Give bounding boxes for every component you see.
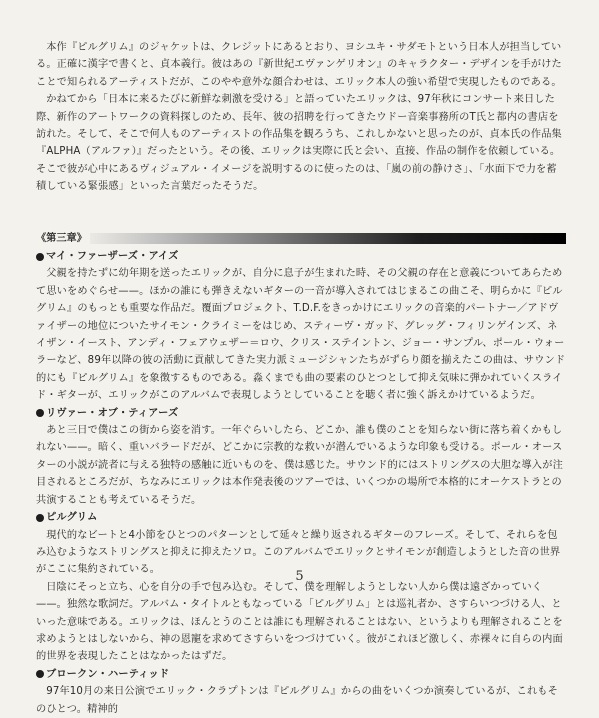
- section-broken-hearted: [36, 666, 566, 718]
- section-heading: [36, 248, 566, 265]
- section-paragraph: 97年10月の来日公演でエリック・クラプトンは『ピルグリム』からの曲をいくつか演奏しているが、これもそのひとつ。精神的: [36, 686, 558, 715]
- page-number: 5: [295, 569, 304, 584]
- section-paragraph: あと三日で僕はこの街から姿を消す。一年ぐらいしたら、どこか、誰も僕のことを知らない街に落ち着くかもしれない——。暗く、重いバラードだが、どこかに宗教的な救いが潜んでいるような印象も受ける。ポール・オースターの小説が読者に与える独特の感触に近いものを、僕は感じた。サウンド的にはストリングスの大胆な導入が注目されるところだが、ちなみにエリックは本作発表後のツアーでは、いくつかの場所で本格的にオーケストラとの共演することも考えているそうだ。: [36, 425, 563, 506]
- section-pilgrim: [36, 509, 566, 666]
- section-river-of-tears: [36, 405, 566, 509]
- chapter-gradient-rule: [76, 233, 566, 244]
- bullet-icon: [36, 514, 44, 522]
- section-my-fathers-eyes: [36, 248, 566, 405]
- intro-paragraph: かねてから「日本に来るたびに新鮮な刺激を受ける」と語っていたエリックは、97年秋にコンサート来日した際、新作のアートワークの資料探しのため、長年、彼の招聘を行ってきたウドー音楽事務所のT氏と都内の書店を訪れた。そして、そこで何人ものアーティストの作品集を観ろうち、これしかないと思ったのが、貞本氏の作品集『ALPHA（アルファ）』だったという。その後、エリックは実際に氏と会い、直接、作品の制作を依頼している。そこで彼が心中にあるヴィジュアル・イメージを説明するのに使ったのは、「嵐の前の静けさ」、「水面下で力を蓄積している緊張感」といった言葉だったそうだ。: [36, 94, 562, 193]
- section-heading: [36, 666, 566, 683]
- section-paragraph: 父親を持たずに幼年期を送ったエリックが、自分に息子が生まれた時、その父親の存在と意義についてあらためて思いをめぐらせ——。ほかの誰にも弾きえないギターの一音が導入されてはじまるこの曲こそ、明らかに『ピルグリム』のもっとも重要な作品だ。覆面プロジェクト、T.D.F.をきっかけにエリックの音楽的パートナー／アドヴァイザーの地位についたサイモン・クライミーをはじめ、スティーヴ・ガッド、グレッグ・フィリンゲインズ、ネイザン・イースト、アンディ・フェアウェザー＝ロウ、クリス・ステイントン、ジョー・サンプル、ポール・ウォーラーなど、89年以降の彼の活動に貢献してきた実力派ミュージシャンたちがずらり顔を揃えたこの曲は、サウンド的にも『ピルグリム』を象徴するものである。淼くまでも曲の要素のひとつとして抑え気味に弾かれていくスライド・ギターが、エリックがこのアルバムで表現しようとしていることを聴く者に強く訴えかけているようだ。: [36, 268, 566, 402]
- bullet-icon: [36, 670, 44, 678]
- section-heading-text: ピルグリム: [46, 512, 98, 524]
- section-heading-text: ブロークン・ハーティッド: [46, 668, 170, 680]
- section-heading: [36, 405, 566, 422]
- bullet-icon: [36, 253, 44, 261]
- intro-paragraph: 本作『ピルグリム』のジャケットは、クレジットにあるとおり、ヨシユキ・サダモトという日本人が担当している。正確に漢字で書くと、貞本義行。彼はあの『新世紀エヴァンゲリオン』のキャラクター・デザインを手がけたことで知られるアーティストだが、このやや意外な顔合わせは、エリック本人の強い希望で実現したものである。: [36, 42, 562, 88]
- section-paragraph: 現代的なビートと4小節をひとつのパターンとして延々と繰り返されるギターのフレーズ。そして、それらを包み込むようなストリングスと抑えに抑えたソロ。このアルバムでエリックとサイモンが創造しようとした音の世界がここに集約されている。: [36, 529, 561, 576]
- bullet-icon: [36, 409, 44, 417]
- chapter-body: [36, 248, 566, 718]
- chapter-header: [36, 232, 566, 246]
- section-paragraph: 日陰にそっと立ち、心を自分の手で包み込む。そして、僕を理解しようとしない人から僕は遠ざかっていく——。独然な歌詞だ。アルバム・タイトルともなっている「ピルグリム」とは巡礼者か、さすらいつづける人、といった意味である。エリックは、ほんとうのことは誰にも理解されることはない、というよりも理解されることを求めようとはしないから、神の恩寵を求めてさすらいをつづけていく。彼がこれほど激しく、赤裸々に自らの内面的世界を表現したことはなかったはずだ。: [36, 581, 563, 663]
- intro-section: [36, 39, 566, 196]
- chapter-title: 《第三章》: [36, 232, 90, 246]
- section-heading: [36, 509, 566, 526]
- section-heading-text: リヴァー・オブ・ティアーズ: [46, 407, 179, 419]
- section-heading-text: マイ・ファーザーズ・アイズ: [46, 251, 179, 262]
